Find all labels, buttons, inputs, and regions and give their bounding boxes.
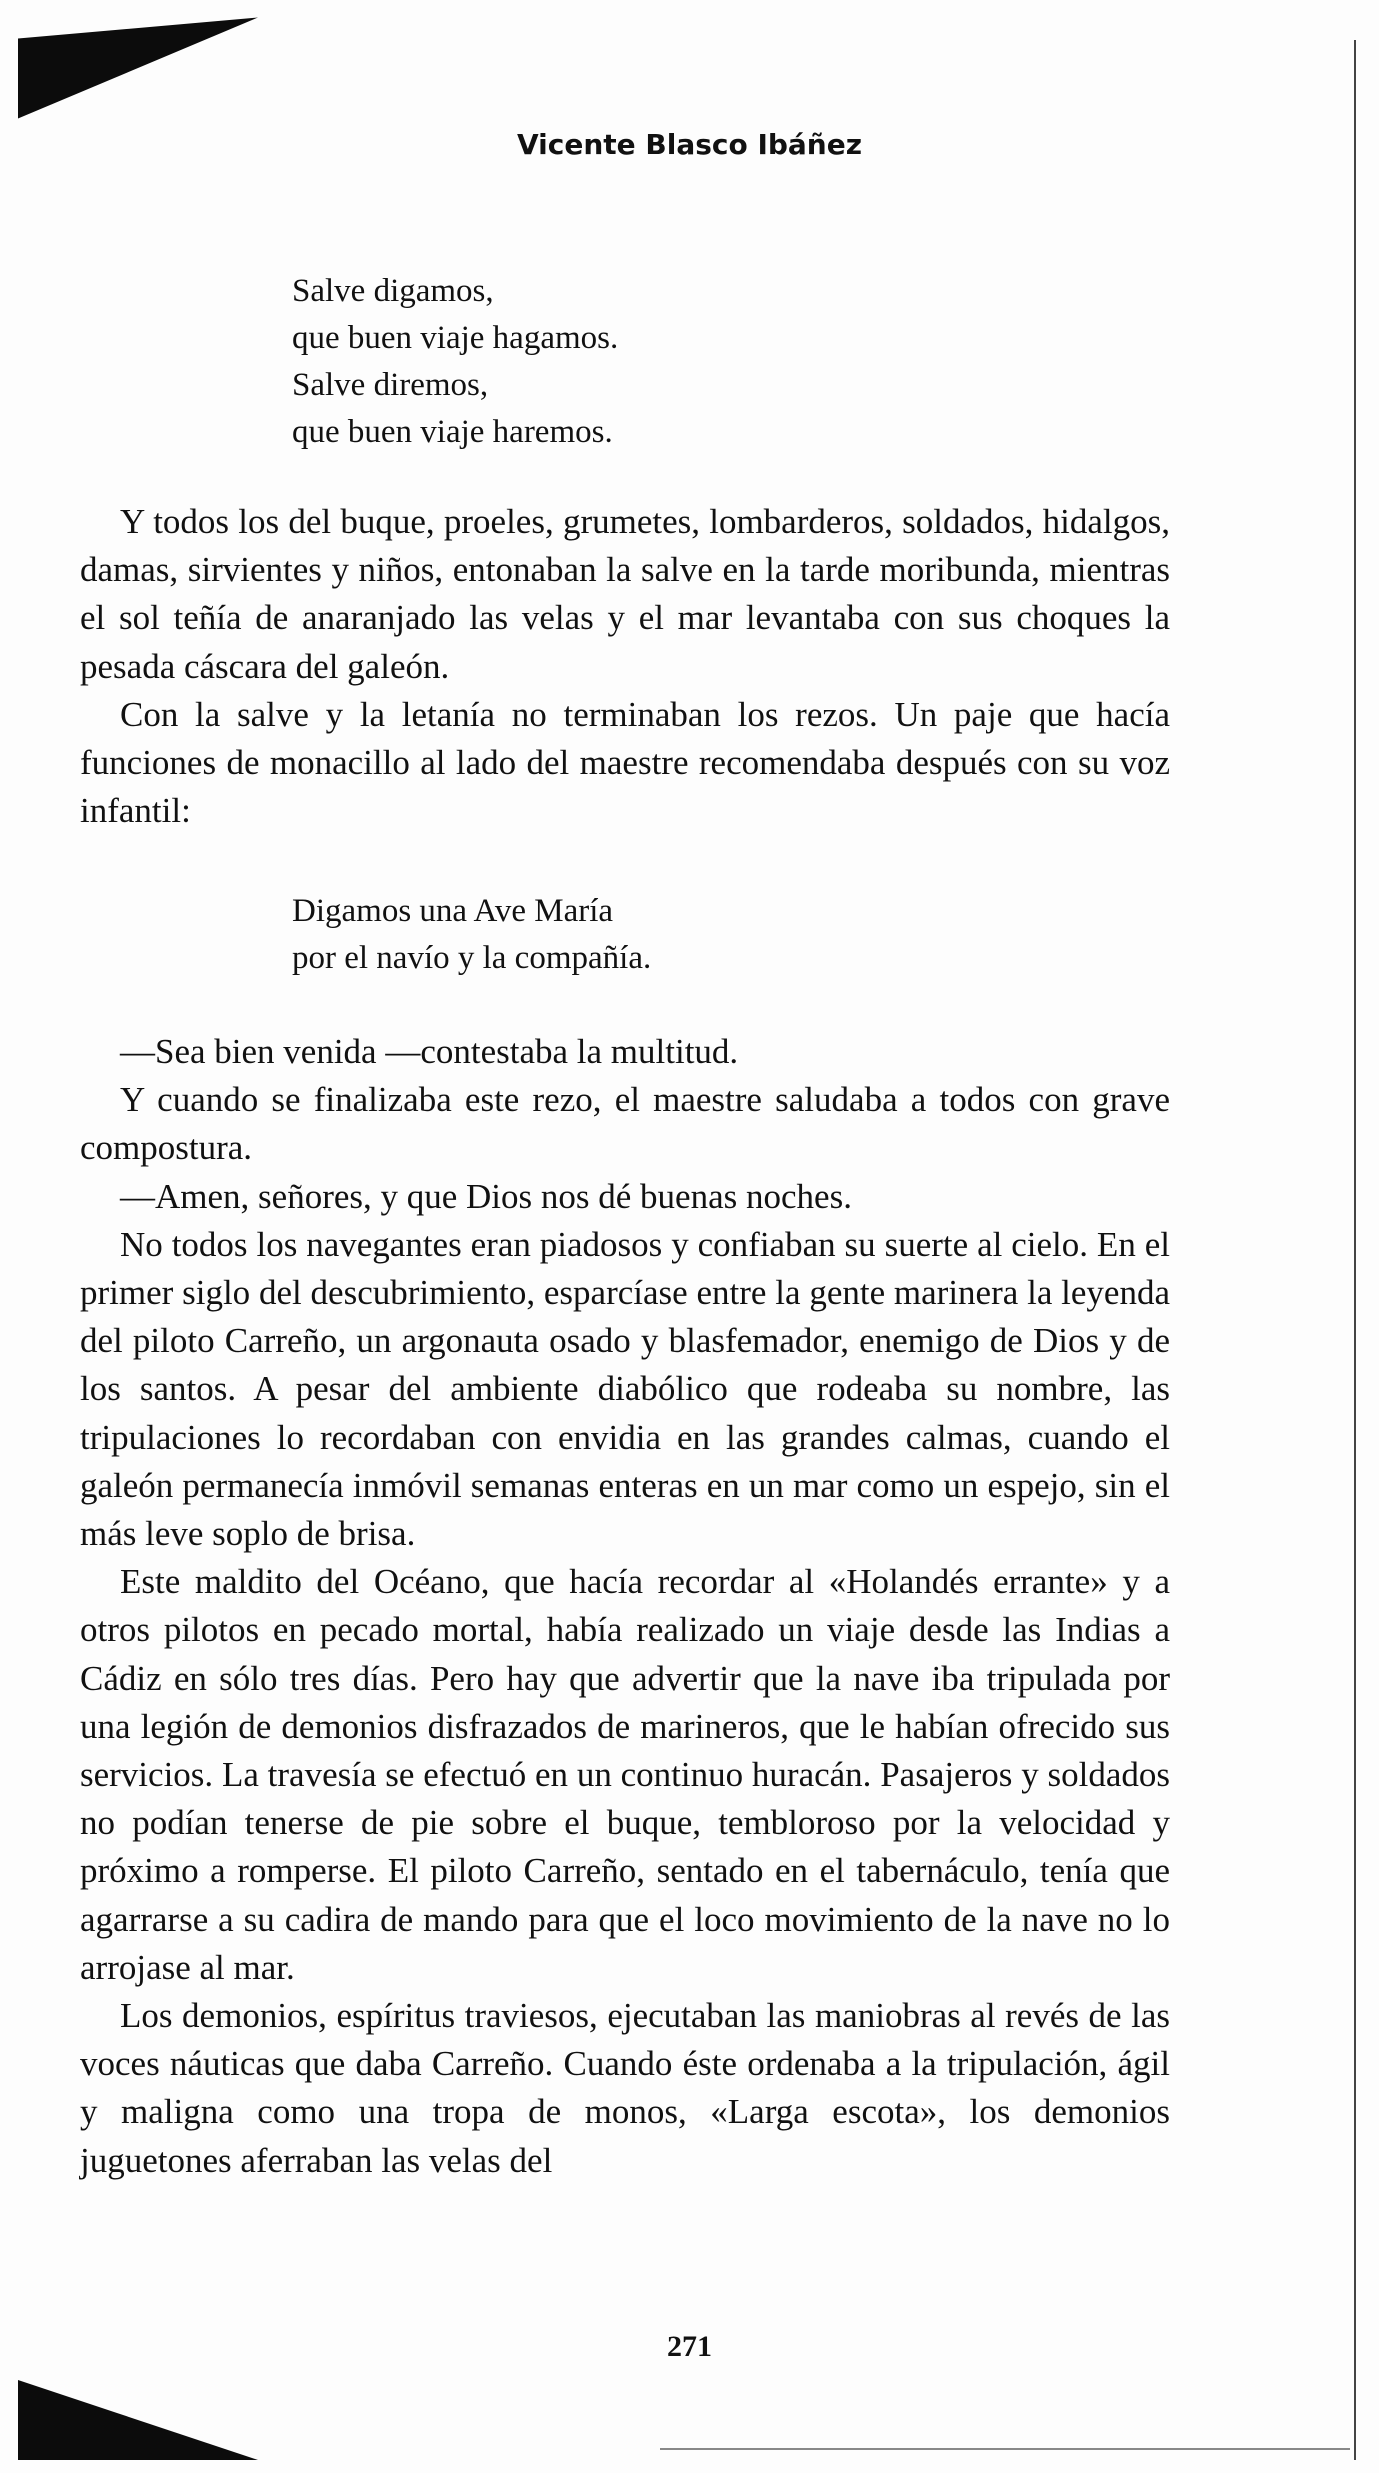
scan-corner-mark-top [18, 18, 258, 119]
verse-block-ave-maria [292, 888, 651, 982]
page-number: 271 [667, 2330, 712, 2363]
paragraph: —Sea bien venida —contestaba la multitud. [120, 1032, 739, 1071]
body-text-block-1 [80, 498, 1170, 835]
paragraph: Los demonios, espíritus traviesos, ejecutaban las maniobras al revés de las voces náuticas que daba Carreño. Cuando éste ordenaba a la tripulación, ágil y maligna como una tropa de monos, «Larga escota», los demonios juguetones aferraban las velas del [80, 1996, 1170, 2180]
scan-corner-mark-bottom [18, 2380, 258, 2460]
verse-line: que buen viaje haremos. [292, 414, 613, 450]
verse-block-salve [292, 268, 618, 456]
verse-line: Salve diremos, [292, 367, 489, 403]
verse-line: que buen viaje hagamos. [292, 320, 619, 356]
running-header: Vicente Blasco Ibáñez [516, 128, 863, 161]
paragraph: Y cuando se finalizaba este rezo, el maestre saludaba a todos con grave compostura. [80, 1080, 1170, 1168]
verse-line: Salve digamos, [292, 273, 494, 309]
paragraph: —Amen, señores, y que Dios nos dé buenas noches. [120, 1176, 852, 1216]
verse-line: por el navío y la compañía. [292, 940, 652, 976]
paragraph: Con la salve y la letanía no terminaban los rezos. Un paje que hacía funciones de monacillo al lado del maestre recomendaba después con su voz infantil: [80, 694, 1170, 831]
body-text-block-2 [80, 1028, 1170, 2185]
paragraph: Este maldito del Océano, que hacía recordar al «Holandés errante» y a otros pilotos en pecado mortal, había realizado un viaje desde las Indias a Cádiz en sólo tres días. Pero hay que advertir que la nave iba tripulada por una legión de demonios disfrazados de marineros, que le habían ofrecido sus servicios. La travesía se efectuó en un continuo huracán. Pasajeros y soldados no podían tenerse de pie sobre el buque, tembloroso por la velocidad y próximo a romperse. El piloto Carreño, sentado en el tabernáculo, tenía que agarrarse a su cadira de mando para que el loco movimiento de la nave no lo arrojase al mar. [80, 1562, 1170, 1987]
verse-line: Digamos una Ave María [292, 893, 614, 929]
paragraph: No todos los navegantes eran piadosos y confiaban su suerte al cielo. En el primer siglo del descubrimiento, esparcíase entre la gente marinera la leyenda del piloto Carreño, un argonauta osado y blasfemador, enemigo de Dios y de los santos. A pesar del ambiente diabólico que rodeaba su nombre, las tripulaciones lo recordaban con envidia en las grandes calmas, cuando el galeón permanecía inmóvil semanas enteras en un mar como un espejo, sin el más leve soplo de brisa. [80, 1224, 1170, 1554]
scan-page-edge [1354, 40, 1356, 2460]
paragraph: Y todos los del buque, proeles, grumetes, lombarderos, soldados, hidalgos, damas, sirvientes y niños, entonaban la salve en la tarde moribunda, mientras el sol teñía de anaranjado las velas y el mar levantaba con sus choques la pesada cáscara del galeón. [80, 502, 1170, 686]
scan-bottom-edge [660, 2448, 1350, 2450]
